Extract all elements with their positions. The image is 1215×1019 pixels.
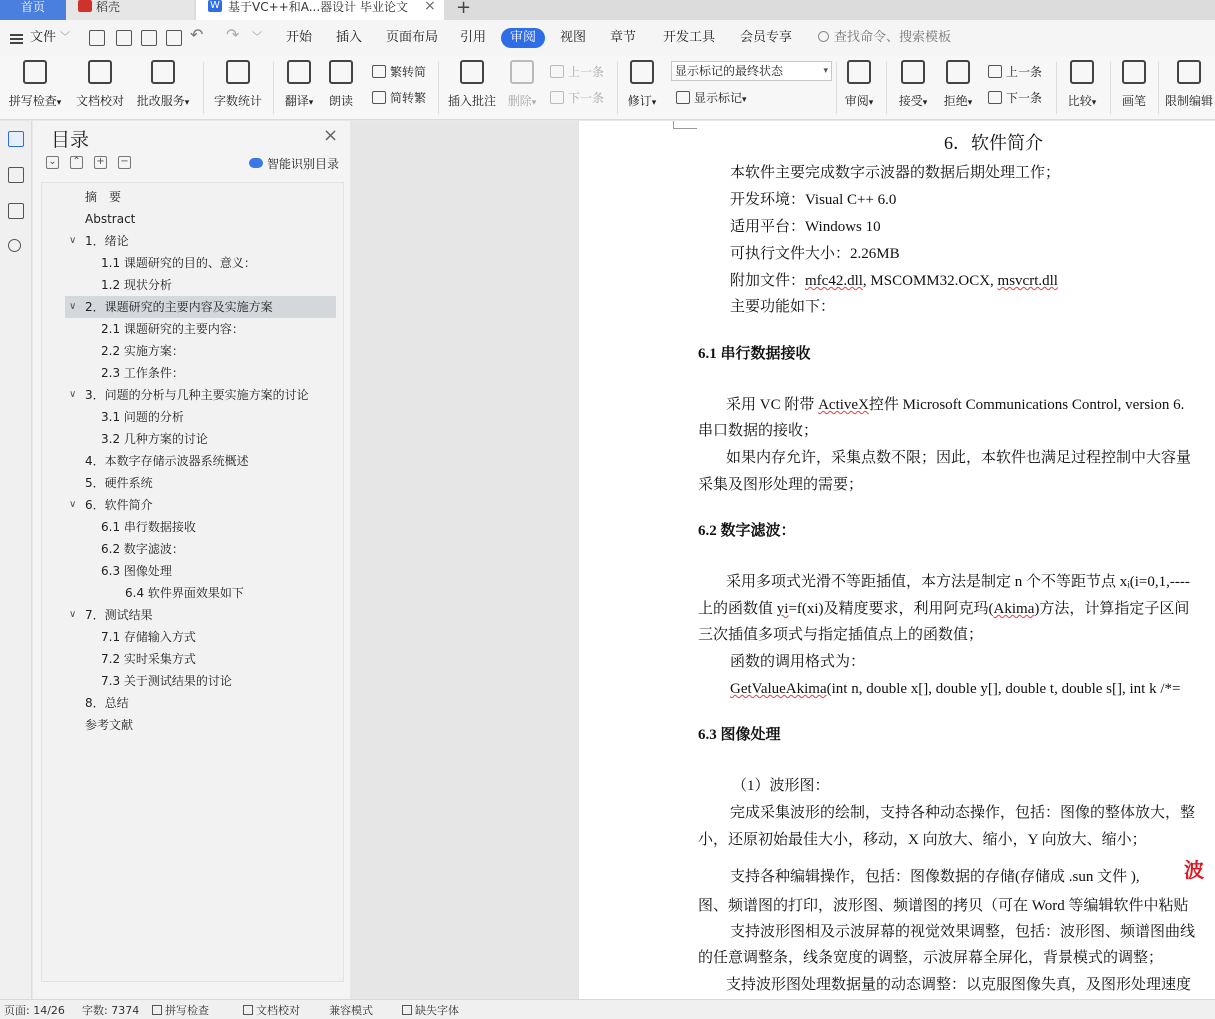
track-changes-button[interactable]: [624, 60, 660, 109]
chapter-nav-icon[interactable]: [8, 167, 24, 183]
toc-panel-icon[interactable]: [8, 131, 24, 147]
tab-home[interactable]: 首页: [0, 0, 66, 20]
accept-label: 接受: [898, 94, 923, 108]
export-pdf-icon[interactable]: [116, 30, 132, 46]
paragraph-line: 可执行文件大小：2.26MB: [730, 246, 900, 262]
print-preview-icon[interactable]: [166, 30, 182, 46]
tab-document-label: 基于VC++和A...器设计 毕业论文: [228, 0, 408, 14]
remove-heading-icon[interactable]: −: [118, 156, 131, 169]
prev-change-icon: [988, 65, 1002, 78]
translate-icon: [287, 60, 311, 84]
doc-proof-button[interactable]: [72, 60, 128, 109]
lock-icon: [1177, 60, 1201, 84]
text-run: 附加文件：: [730, 273, 806, 289]
word-count-status[interactable]: 字数: 7374: [82, 1004, 140, 1017]
word-count-label: 字数统计: [213, 94, 262, 108]
toc-item[interactable]: [65, 494, 336, 516]
toc-title: 目录: [51, 129, 90, 151]
save-icon[interactable]: [89, 30, 105, 46]
status-bar: [0, 999, 1215, 1019]
delete-comment-button[interactable]: [505, 60, 539, 109]
print-icon[interactable]: [141, 30, 157, 46]
toc-item-label: 1.2 现状分析: [101, 278, 172, 292]
toc-item[interactable]: [65, 560, 336, 582]
toc-item[interactable]: [65, 670, 336, 692]
next-change-button[interactable]: [988, 89, 1042, 106]
paragraph-line: 三次插值多项式与指定插值点上的函数值；: [698, 627, 984, 643]
toc-item[interactable]: [65, 714, 336, 736]
show-markup-button[interactable]: [676, 89, 747, 106]
track-changes-label: 修订: [627, 94, 652, 108]
toc-item-label: 1.1 课题研究的目的、意义：: [101, 256, 256, 270]
page-indicator[interactable]: 页面: 14/26: [4, 1004, 65, 1017]
expand-caret-icon[interactable]: ∨: [69, 609, 77, 620]
tab-daoke-label: 稻壳: [96, 0, 121, 14]
toc-item[interactable]: [65, 252, 336, 274]
file-menu-arrow-icon[interactable]: ﹀: [60, 32, 70, 43]
toc-item-label: 2.3 工作条件：: [101, 366, 184, 380]
revision-service-icon: [151, 60, 175, 84]
spell-check-icon: [23, 60, 47, 84]
show-markup-icon: [676, 91, 690, 104]
page-corner-mark: [673, 121, 697, 129]
checkbox-icon: [243, 1005, 253, 1015]
read-aloud-button[interactable]: [325, 60, 357, 109]
read-aloud-icon: [329, 60, 353, 84]
toc-item[interactable]: [65, 362, 336, 384]
text-run: , MSCOMM32.OCX,: [862, 273, 998, 289]
next-change-label: 下一条: [1006, 91, 1043, 105]
to-simplified-button[interactable]: [372, 89, 426, 106]
to-traditional-label: 繁转简: [390, 65, 427, 79]
paragraph-line: （1）波形图：: [732, 778, 830, 794]
toc-item[interactable]: [65, 538, 336, 560]
toc-item[interactable]: [65, 340, 336, 362]
toc-item[interactable]: [65, 208, 336, 230]
expand-caret-icon[interactable]: ∨: [69, 499, 77, 510]
toc-item-label: 8．总结: [85, 696, 129, 710]
reject-icon: [946, 60, 970, 84]
ribbon-separator: [1158, 62, 1159, 114]
dropdown-arrow-icon: ▾: [922, 98, 928, 108]
toc-item[interactable]: [65, 406, 336, 428]
menu-start[interactable]: 开始: [286, 30, 313, 45]
compare-label: 比较: [1067, 94, 1092, 108]
pen-icon: [1122, 60, 1146, 84]
toc-item-label: 2.1 课题研究的主要内容：: [101, 322, 244, 336]
expand-caret-icon[interactable]: ∨: [69, 301, 77, 312]
dropdown-arrow-icon: ▾: [308, 98, 314, 108]
spell-flag-text: GetValueAkima: [730, 681, 827, 697]
spell-flag-text: yi: [776, 601, 789, 617]
ribbon-separator: [203, 62, 204, 114]
smart-toc-button[interactable]: 智能识别目录: [267, 157, 340, 171]
red-inline-text: 波: [1184, 860, 1204, 882]
toc-item[interactable]: [65, 318, 336, 340]
doc-proof-icon: [88, 60, 112, 84]
toc-item-label: 1．绪论: [85, 234, 129, 248]
dropdown-arrow-icon: ▾: [742, 95, 747, 105]
text-run: 控件 Microsoft Communications Control, version 6.: [868, 397, 1185, 413]
insert-comment-label: 插入批注: [447, 94, 496, 108]
paragraph-line: 支持波形图处理数据量的动态调整：以克服图像失真，及图形处理速度: [726, 977, 1192, 993]
close-tab-icon[interactable]: ×: [424, 0, 436, 14]
paragraph-line: 适用平台：Windows 10: [730, 219, 881, 235]
toc-item-label: 3．问题的分析与几种主要实施方案的讨论: [85, 388, 309, 402]
doc-proof-status-label: 文档校对: [256, 1004, 300, 1017]
next-change-icon: [988, 91, 1002, 104]
review-ribbon: [0, 56, 1215, 120]
paragraph-line: [726, 395, 1184, 415]
insert-comment-icon: [460, 60, 484, 84]
redo-icon[interactable]: ↷: [226, 25, 240, 44]
to-traditional-button[interactable]: [372, 63, 426, 80]
expand-all-icon[interactable]: ⌄: [46, 156, 59, 169]
missing-font-label: 缺失字体: [415, 1004, 459, 1017]
subsection-heading: 6.1 串行数据接收: [698, 346, 811, 362]
new-tab-icon[interactable]: +: [456, 0, 472, 18]
ribbon-separator: [886, 62, 887, 114]
search-icon: [818, 31, 829, 42]
spell-flag-text: ActiveX: [818, 397, 869, 413]
insert-comment-button[interactable]: [446, 60, 498, 109]
doc-proof-status[interactable]: [243, 1004, 300, 1018]
ribbon-separator: [617, 62, 618, 114]
dropdown-arrow-icon: ▾: [967, 98, 973, 108]
word-count-button[interactable]: [211, 60, 265, 109]
toc-item[interactable]: [65, 472, 336, 494]
restrict-editing-button[interactable]: [1164, 60, 1214, 109]
translate-label: 翻译: [284, 94, 309, 108]
toc-item-label: 5．硬件系统: [85, 476, 153, 490]
code-line: [730, 679, 1180, 699]
bookmark-icon[interactable]: [8, 203, 24, 219]
markup-display-select[interactable]: [671, 61, 832, 81]
paragraph-line: [730, 271, 1058, 291]
smart-toc-icon: [249, 158, 263, 168]
checkbox-icon: [152, 1005, 162, 1015]
paragraph-line: [698, 599, 1189, 619]
read-aloud-label: 朗读: [328, 94, 353, 108]
prev-change-label: 上一条: [1006, 65, 1043, 79]
paragraph-line: 如果内存允许，采集点数不限；因此，本软件也满足过程控制中大容量: [726, 450, 1192, 466]
dropdown-arrow-icon: ▾: [651, 98, 657, 108]
toc-item-label: 2.2 实施方案：: [101, 344, 184, 358]
prev-comment-icon: [550, 65, 564, 78]
add-heading-icon[interactable]: +: [94, 156, 107, 169]
toc-item-label: 7.2 实时采集方式: [101, 652, 196, 666]
toc-item[interactable]: [65, 428, 336, 450]
revision-service-button[interactable]: [134, 60, 192, 109]
toc-item-label: 6.1 串行数据接收: [101, 520, 196, 534]
left-nav-rail: [0, 121, 32, 999]
paragraph-line: 支持波形图相及示波屏幕的视觉效果调整，包括：波形图、频谱图曲线: [730, 924, 1196, 940]
ribbon-separator: [1110, 62, 1111, 114]
toc-item[interactable]: [65, 186, 336, 208]
menu-review[interactable]: 审阅: [501, 28, 545, 48]
spell-flag-text: mfc42.dll: [805, 273, 863, 289]
prev-comment-button[interactable]: [550, 63, 604, 80]
paragraph-line: 开发环境：Visual C++ 6.0: [730, 192, 897, 208]
spell-check-status[interactable]: [152, 1004, 209, 1018]
command-search-input[interactable]: 查找命令、搜索模板: [834, 30, 952, 45]
toc-item-label: 7.3 关于测试结果的讨论: [101, 674, 232, 688]
paragraph-line: 完成采集波形的绘制，支持各种动态操作，包括：图像的整体放大，整: [730, 805, 1196, 821]
paragraph-line: 函数的调用格式为：: [730, 654, 866, 670]
trad-simp-icon: [372, 65, 386, 78]
toc-item[interactable]: [65, 604, 336, 626]
review-pane-label: 审阅: [844, 94, 869, 108]
daoke-logo-icon: [78, 0, 92, 12]
quick-access-more-icon[interactable]: ﹀: [252, 32, 262, 43]
paragraph-line: 采集及图形处理的需要；: [698, 477, 864, 493]
file-menu[interactable]: 文件: [30, 30, 57, 45]
spell-flag-text: msvcrt.dll: [997, 273, 1058, 289]
toc-item-label: 7.1 存储输入方式: [101, 630, 196, 644]
markup-display-value: 显示标记的最终状态: [675, 64, 784, 78]
toc-item[interactable]: [65, 230, 336, 252]
paragraph-line: 主要功能如下：: [730, 299, 836, 315]
toc-item-label: 4．本数字存储示波器系统概述: [85, 454, 249, 468]
paragraph-line: 采用多项式光滑不等距插值，本方法是制定 n 个不等距节点 xᵢ(i=0,1,----: [726, 574, 1190, 590]
subsection-heading: 6.3 图像处理: [698, 727, 781, 743]
review-pane-icon: [847, 60, 871, 84]
ribbon-separator: [836, 62, 837, 114]
menu-chapter[interactable]: 章节: [610, 30, 637, 45]
pen-label: 画笔: [1121, 94, 1146, 108]
compare-icon: [1070, 60, 1094, 84]
toc-item-label: 摘 要: [85, 190, 122, 204]
next-comment-button[interactable]: [550, 89, 604, 106]
prev-comment-label: 上一条: [568, 65, 605, 79]
dropdown-arrow-icon: ▾: [531, 98, 537, 108]
paragraph-line: 支持各种编辑操作，包括：图像数据的存储(存储成 .sun 文件 ),: [730, 869, 1140, 885]
toc-item-label: 6.4 软件界面效果如下: [125, 586, 244, 600]
toc-item-label: 7．测试结果: [85, 608, 153, 622]
toc-item[interactable]: [65, 274, 336, 296]
tab-daoke[interactable]: [66, 0, 194, 20]
paragraph-line: 的任意调整条，线条宽度的调整，示波屏幕全屏化，背景模式的调整；: [698, 950, 1164, 966]
paragraph-line: 本软件主要完成数字示波器的数据后期处理工作；: [730, 165, 1061, 181]
toc-item-label: 参考文献: [85, 718, 134, 732]
menu-member[interactable]: 会员专享: [740, 30, 793, 45]
reject-label: 拒绝: [943, 94, 968, 108]
word-count-icon: [226, 60, 250, 84]
text-run: =f(xi)及精度要求，利用阿克玛(: [788, 601, 994, 617]
toc-panel: [33, 121, 350, 999]
document-area: [350, 121, 1215, 999]
ribbon-separator: [273, 62, 274, 114]
toc-item[interactable]: [65, 516, 336, 538]
undo-icon[interactable]: ↶: [190, 25, 204, 44]
spell-check-button[interactable]: [6, 60, 64, 109]
accept-button[interactable]: [895, 60, 931, 109]
toc-item-label: Abstract: [85, 212, 136, 226]
track-changes-icon: [630, 60, 654, 84]
search-icon[interactable]: [8, 239, 21, 252]
dropdown-arrow-icon: ▾: [1091, 98, 1097, 108]
paragraph-line: 串口数据的接收；: [698, 423, 819, 439]
review-pane-button[interactable]: [842, 60, 876, 109]
pen-button[interactable]: [1118, 60, 1150, 109]
toc-item[interactable]: [65, 384, 336, 406]
expand-caret-icon[interactable]: ∨: [69, 389, 77, 400]
reject-button[interactable]: [940, 60, 976, 109]
menu-page-layout[interactable]: 页面布局: [386, 30, 439, 45]
word-doc-icon: W: [208, 0, 222, 12]
toc-item-label: 6.3 图像处理: [101, 564, 172, 578]
subsection-heading: 6.2 数字滤波：: [698, 523, 796, 539]
dropdown-arrow-icon: ▾: [184, 98, 190, 108]
dropdown-arrow-icon: ▾: [56, 98, 62, 108]
toc-item[interactable]: [65, 648, 336, 670]
toc-item-label: 2．课题研究的主要内容及实施方案: [85, 300, 273, 314]
next-comment-icon: [550, 91, 564, 104]
compat-mode-status: 兼容模式: [329, 1004, 373, 1017]
toc-item-label: 3.2 几种方案的讨论: [101, 432, 208, 446]
chevron-down-icon: ▾: [823, 66, 828, 76]
menu-references[interactable]: 引用: [460, 30, 487, 45]
menu-bar: [0, 20, 1215, 56]
hamburger-icon[interactable]: [10, 34, 23, 44]
tab-document[interactable]: [196, 0, 444, 20]
toc-item[interactable]: [65, 296, 336, 318]
missing-font-status[interactable]: [402, 1004, 459, 1018]
compare-button[interactable]: [1064, 60, 1100, 109]
ribbon-separator: [438, 62, 439, 114]
text-run: 上的函数值: [698, 601, 777, 617]
menu-view[interactable]: 视图: [560, 30, 587, 45]
accept-icon: [901, 60, 925, 84]
close-icon[interactable]: ×: [323, 125, 339, 146]
spell-check-status-label: 拼写检查: [165, 1004, 209, 1017]
simp-trad-icon: [372, 91, 386, 104]
ribbon-separator: [1056, 62, 1057, 114]
spell-check-label: 拼写检查: [8, 94, 57, 108]
toc-item[interactable]: [65, 626, 336, 648]
text-run: )方法，计算指定子区间: [1034, 601, 1190, 617]
toc-item-label: 6．软件简介: [85, 498, 153, 512]
section-heading: 6．软件简介: [944, 133, 1043, 153]
toc-item[interactable]: [65, 450, 336, 472]
font-icon: [402, 1005, 412, 1015]
paragraph-line: 图、频谱图的打印，波形图、频谱图的拷贝（可在 Word 等编辑软件中粘贴: [698, 898, 1189, 914]
collapse-all-icon[interactable]: ⌃: [70, 156, 83, 169]
spell-flag-text: Akima: [993, 601, 1035, 617]
expand-caret-icon[interactable]: ∨: [69, 235, 77, 246]
doc-proof-label: 文档校对: [75, 94, 124, 108]
text-run: 采用 VC 附带: [726, 397, 819, 413]
menu-insert[interactable]: 插入: [336, 30, 363, 45]
delete-comment-label: 删除: [507, 94, 532, 108]
show-markup-label: 显示标记: [694, 91, 743, 105]
toc-item[interactable]: [65, 692, 336, 714]
paragraph-line: 小，还原初始最佳大小，移动，X 向放大、缩小，Y 向放大、缩小；: [698, 832, 1147, 848]
toc-list: [41, 182, 344, 982]
toc-item-label: 6.2 数字滤波：: [101, 542, 184, 556]
document-page[interactable]: [579, 121, 1215, 999]
tab-bar: [0, 0, 1215, 20]
toc-item[interactable]: [65, 582, 336, 604]
toc-item-label: 3.1 问题的分析: [101, 410, 184, 424]
revision-service-label: 批改服务: [136, 94, 185, 108]
text-run: (int n, double x[], double y[], double t, double s[], int k /*=: [826, 681, 1181, 697]
prev-change-button[interactable]: [988, 63, 1042, 80]
restrict-editing-label: 限制编辑: [1164, 94, 1213, 108]
menu-developer[interactable]: 开发工具: [663, 30, 716, 45]
delete-comment-icon: [510, 60, 534, 84]
dropdown-arrow-icon: ▾: [868, 98, 874, 108]
to-simplified-label: 简转繁: [390, 91, 427, 105]
translate-button[interactable]: [281, 60, 317, 109]
next-comment-label: 下一条: [568, 91, 605, 105]
